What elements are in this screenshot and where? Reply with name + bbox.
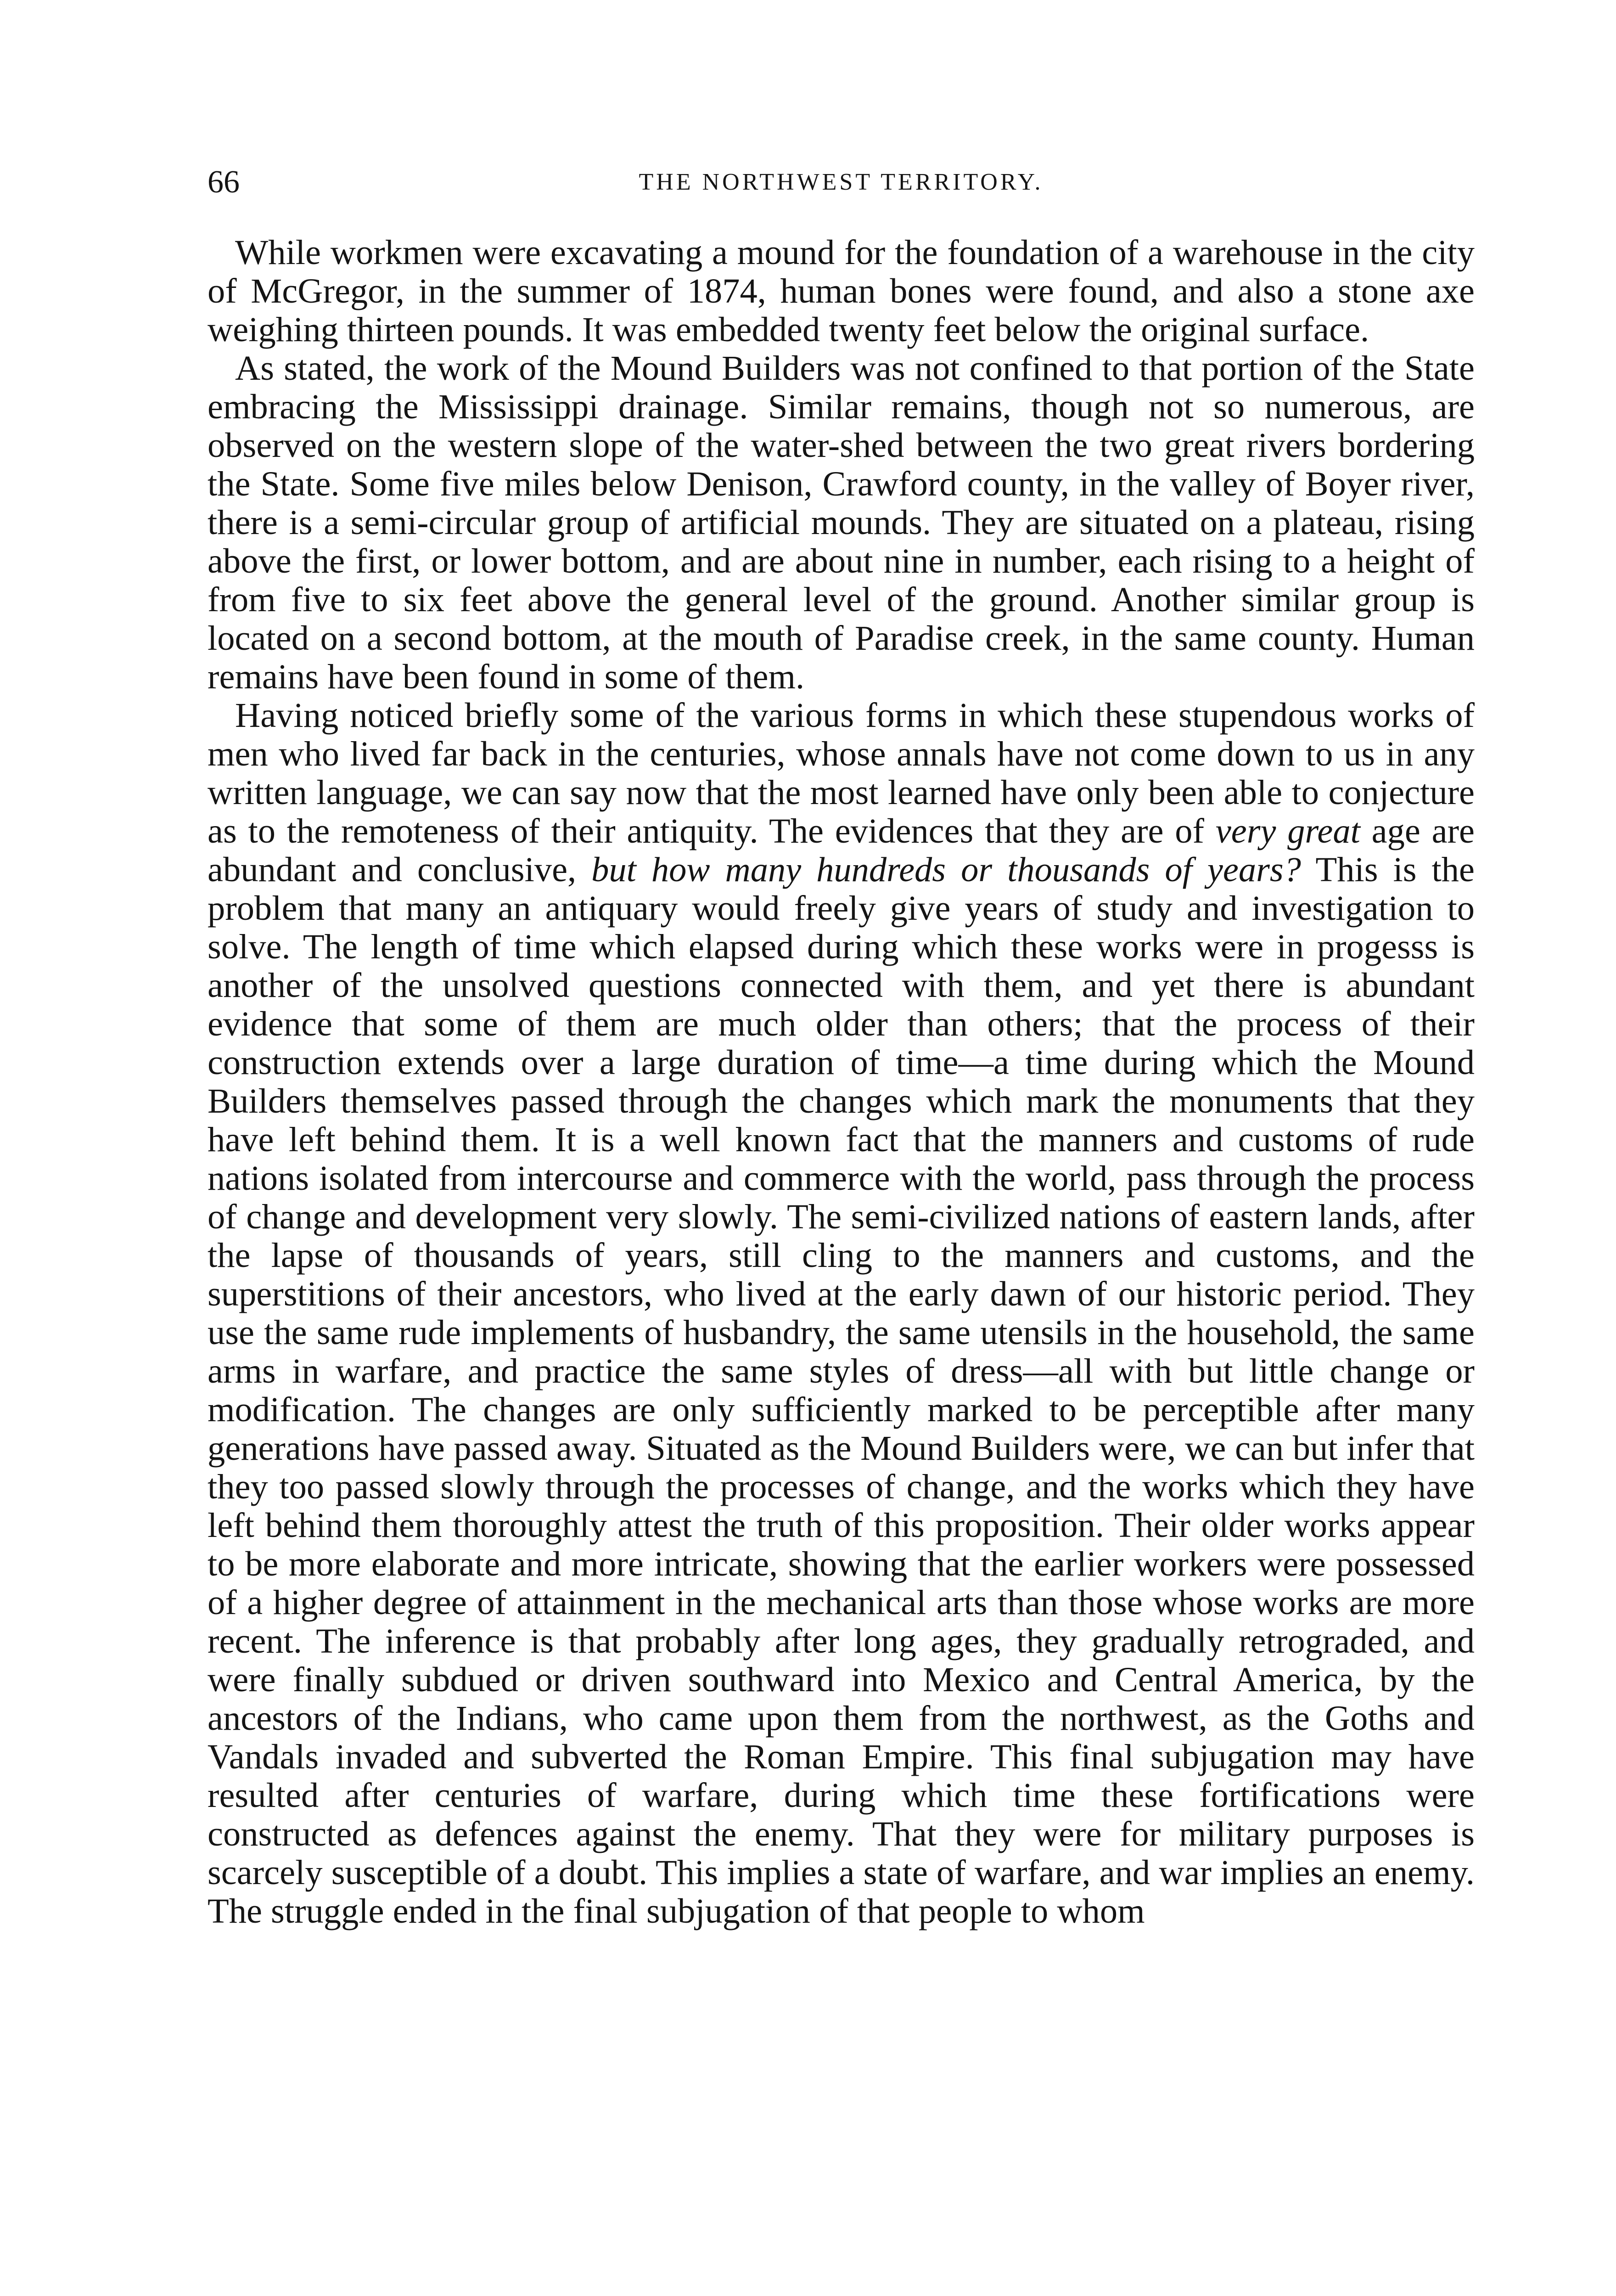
paragraph-3-text: age are abundant and conclusive, bbox=[208, 811, 1475, 889]
paragraph-1: While workmen were excavating a mound for the foundation of a warehouse in the city of McGregor, in the summer of 1874, human bones were found, and also a stone axe weighing thirteen pounds. It was embedded twenty feet below the original surface. bbox=[208, 233, 1475, 349]
paragraph-3-text: Having noticed briefly some of the various forms in which these stupendous works of men who lived far back in the centuries, whose annals have not come down to us in any written language, we can say now that the most learned have only been able to conjecture as to the remoteness of their antiquity. The evidences that they are of bbox=[208, 696, 1475, 850]
paragraph-3-text: This is the problem that many an antiquary would freely give years of study and investigation to solve. The length of time which elapsed during which these works were in progesss is another of the unsolved questions connected with them, and yet there is abundant evidence that some of them are much older than others; that the process of their construction extends over a large duration of time—a time during which the Mound Builders themselves passed through the changes which mark the monuments that they have left behind them. It is a well known fact that the manners and customs of rude nations isolated from intercourse and commerce with the world, pass through the process of change and development very slowly. The semi-civilized nations of eastern lands, after the lapse of thousands of years, still cling to the manners and customs, and the superstitions of their ancestors, who lived at the early dawn of our historic period. They use the same rude implements of husbandry, the same utensils in the household, the same arms in warfare, and practice the same styles of dress—all with but little change or modification. The changes are only sufficiently marked to be perceptible after many generations have passed away. Situated as the Mound Builders were, we can but infer that they too passed slowly through the processes of change, and the works which they have left behind them thoroughly attest the truth of this proposition. Their older works appear to be more elaborate and more intricate, showing that the earlier workers were possessed of a higher degree of attainment in the mechanical arts than those whose works are more recent. The inference is that probably after long ages, they gradually retrograded, and were finally subdued or driven southward into Mexico and Central America, by the ancestors of the Indians, who came upon them from the northwest, as the Goths and Vandals invaded and subverted the Roman Empire. This final subjugation may have resulted after centuries of warfare, during which time these fortifications were constructed as defences against the enemy. That they were for military purposes is scarcely susceptible of a doubt. This implies a state of warfare, and war implies an enemy. The struggle ended in the final subjugation of that people to whom bbox=[208, 850, 1475, 1930]
page-body bbox=[208, 233, 1475, 1930]
running-head: THE NORTHWEST TERRITORY. bbox=[639, 169, 1044, 195]
italic-emphasis: very great bbox=[1215, 811, 1360, 850]
paragraph-2: As stated, the work of the Mound Builders was not confined to that portion of the State embracing the Mississippi drainage. Similar remains, though not so numerous, are observed on the western slope of the water-shed between the two great rivers bordering the State. Some five miles below Denison, Crawford county, in the valley of Boyer river, there is a semi-circular group of artificial mounds. They are situated on a plateau, rising above the first, or lower bottom, and are about nine in number, each rising to a height of from five to six feet above the general level of the ground. Another similar group is located on a second bottom, at the mouth of Paradise creek, in the same county. Human remains have been found in some of them. bbox=[208, 349, 1475, 696]
page-number: 66 bbox=[208, 164, 240, 200]
paragraph-3 bbox=[208, 696, 1475, 1930]
italic-question: but how many hundreds or thousands of years? bbox=[591, 850, 1301, 889]
page-header bbox=[208, 162, 1475, 203]
